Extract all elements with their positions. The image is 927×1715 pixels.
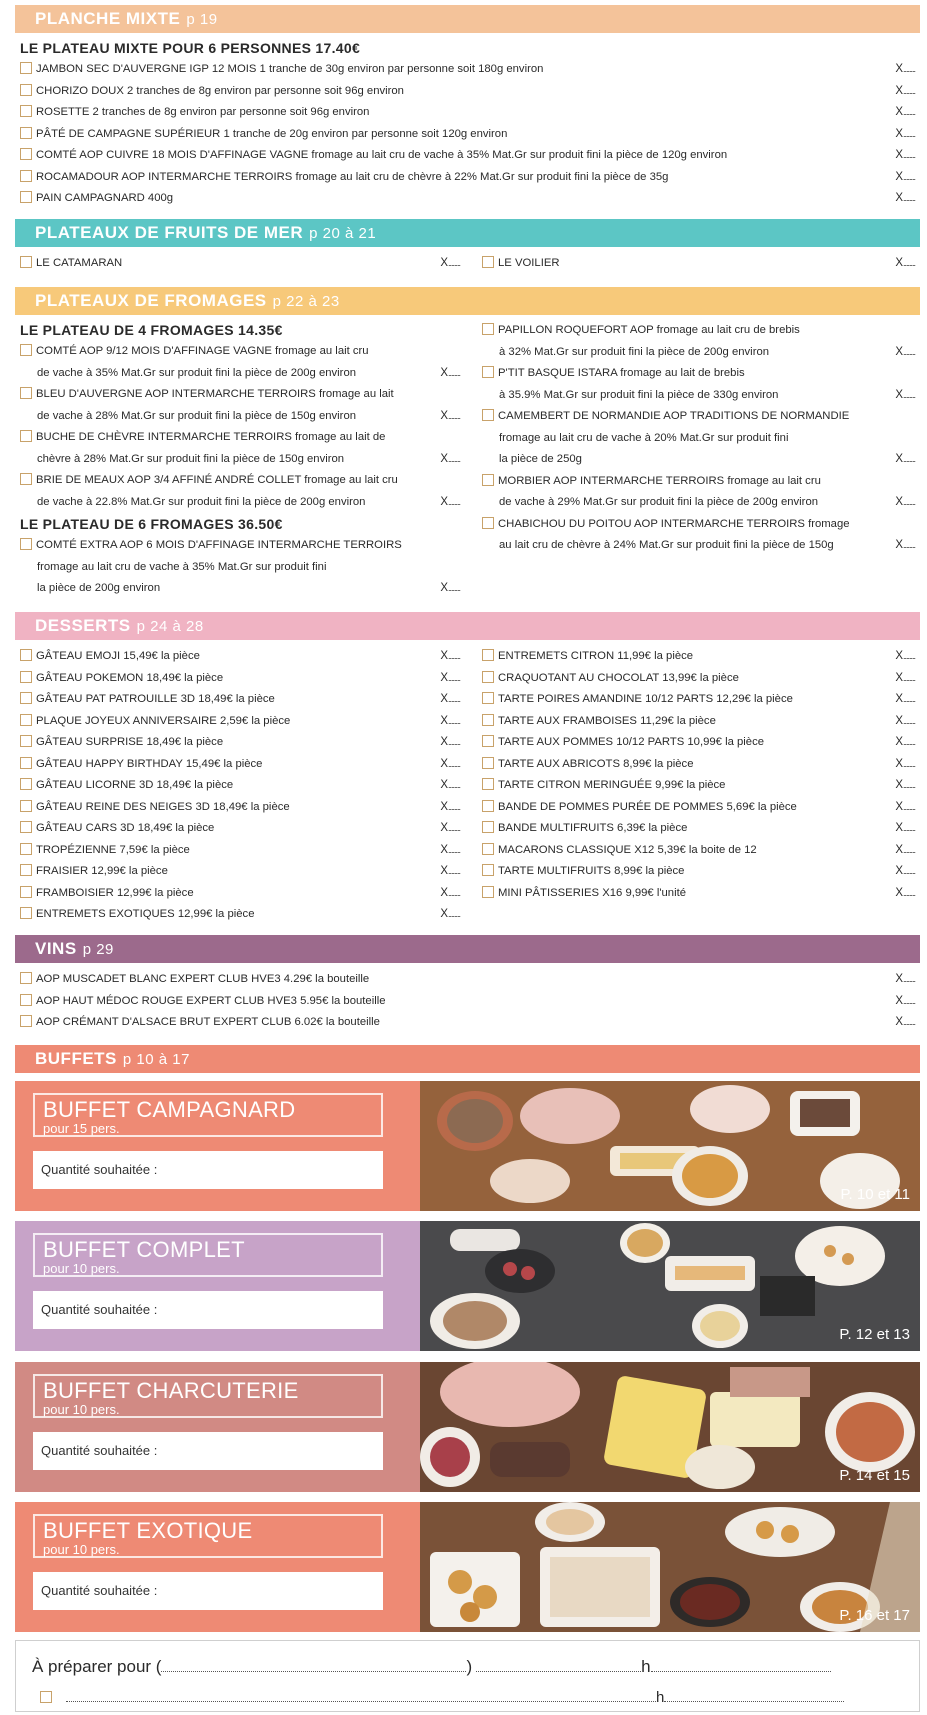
quantity-field[interactable]: X ........ [895, 797, 915, 819]
list-item[interactable] [20, 341, 460, 363]
item-label: MORBIER AOP INTERMARCHE TERROIRS fromage au lait cru [498, 474, 821, 487]
section-page: p 20 à 21 [309, 225, 377, 242]
list-item[interactable] [20, 775, 460, 797]
quantity-field[interactable]: X ........ [895, 754, 915, 776]
list-item[interactable] [20, 797, 460, 819]
checkbox[interactable] [20, 843, 32, 855]
checkbox[interactable] [482, 757, 494, 769]
quantity-field[interactable]: X ........ [440, 406, 460, 428]
quantity-field[interactable]: X ........ [440, 668, 460, 690]
plateau-heading: LE PLATEAU MIXTE POUR 6 PERSONNES 17.40€ [20, 40, 361, 56]
prepare-name-field[interactable] [161, 1671, 466, 1672]
item-label: TARTE AUX FRAMBOISES 11,29€ la pièce [498, 714, 716, 727]
quantity-field[interactable]: X ........ [440, 492, 460, 514]
buffet-title-box [33, 1374, 383, 1418]
section-desserts [15, 612, 920, 640]
list-item[interactable] [482, 732, 915, 754]
section-page: p 22 à 23 [272, 293, 340, 310]
item-label: GÂTEAU CARS 3D 18,49€ la pièce [36, 822, 215, 834]
list-item[interactable] [20, 81, 915, 103]
checkbox[interactable] [482, 778, 494, 790]
quantity-field[interactable]: X ........ [440, 840, 460, 862]
section-vins [15, 935, 920, 963]
buffet-servings: pour 15 pers. [43, 1121, 120, 1136]
buffet-name: BUFFET CHARCUTERIE [43, 1378, 299, 1403]
quantity-field[interactable]: X ........ [895, 59, 915, 81]
checkbox[interactable] [482, 409, 494, 421]
item-label: fromage au lait cru de vache à 35% Mat.Gr sur produit fini [37, 560, 327, 573]
item-label: CAMEMBERT DE NORMANDIE AOP TRADITIONS DE NORMANDIE [498, 410, 850, 422]
quantity-field[interactable]: X ........ [440, 904, 460, 926]
list-item[interactable] [20, 535, 460, 557]
checkbox[interactable] [20, 692, 32, 704]
prepare-alt-hour-field[interactable] [664, 1701, 844, 1702]
item-label: P'TIT BASQUE ISTARA fromage au lait de brebis [498, 367, 745, 379]
section-page: p 29 [82, 941, 114, 958]
item-label: CHORIZO DOUX 2 tranches de 8g environ par personne soit 96g environ [36, 84, 404, 97]
section-page: p 24 à 28 [136, 618, 204, 635]
item-label: la pièce de 250g [499, 453, 582, 465]
section-planche-mixte [15, 5, 920, 33]
prepare-date-field[interactable] [476, 1671, 641, 1672]
section-page: p 19 [186, 11, 218, 28]
checkbox[interactable] [20, 256, 32, 268]
list-item-continuation [482, 492, 915, 514]
list-item[interactable] [20, 754, 460, 776]
checkbox[interactable] [20, 148, 32, 160]
checkbox[interactable] [20, 821, 32, 833]
quantity-field[interactable]: X ........ [440, 646, 460, 668]
list-item[interactable] [20, 102, 915, 124]
list-item[interactable] [20, 59, 915, 81]
quantity-field[interactable]: X ........ [895, 646, 915, 668]
preparation-footer [15, 1640, 920, 1712]
list-item[interactable] [482, 646, 915, 668]
section-fruits-de-mer [15, 219, 920, 247]
checkbox[interactable] [482, 886, 494, 898]
checkbox[interactable] [20, 84, 32, 96]
list-item[interactable] [20, 124, 915, 146]
list-item[interactable] [20, 188, 915, 210]
buffet-servings: pour 10 pers. [43, 1261, 120, 1276]
item-label: AOP CRÉMANT D'ALSACE BRUT EXPERT CLUB 6.02€ la bouteille [36, 1016, 380, 1028]
quantity-field[interactable]: X ........ [895, 668, 915, 690]
item-label: PÂTÉ DE CAMPAGNE SUPÉRIEUR 1 tranche de 20g environ par personne soit 120g environ [36, 127, 508, 140]
item-label: COMTÉ AOP CUIVRE 18 MOIS D'AFFINAGE VAGNE fromage au lait cru de vache à 35% Mat.Gr sur produit fini la pièce de 120g environ [36, 149, 728, 161]
checkbox[interactable] [482, 714, 494, 726]
list-item[interactable] [482, 320, 915, 342]
checkbox[interactable] [20, 538, 32, 550]
checkbox[interactable] [20, 344, 32, 356]
checkbox[interactable] [482, 735, 494, 747]
list-item[interactable] [20, 253, 460, 275]
plateau-6-heading: LE PLATEAU DE 6 FROMAGES 36.50€ [20, 516, 283, 532]
checkbox[interactable] [482, 821, 494, 833]
close-paren: ) [466, 1657, 473, 1676]
quantity-field[interactable]: X ........ [895, 818, 915, 840]
quantity-input[interactable]: Quantité souhaitée : [33, 1432, 383, 1470]
buffet-name: BUFFET CAMPAGNARD [43, 1097, 296, 1122]
list-item[interactable] [482, 861, 915, 883]
item-label: BRIE DE MEAUX AOP 3/4 AFFINÉ ANDRÉ COLLET fromage au lait cru [36, 474, 398, 486]
item-label: ENTREMETS EXOTIQUES 12,99€ la pièce [36, 908, 255, 920]
checkbox[interactable] [482, 517, 494, 529]
desserts-left [20, 646, 460, 926]
checkbox[interactable] [20, 105, 32, 117]
checkbox[interactable] [482, 649, 494, 661]
section-title: DESSERTS [35, 616, 131, 635]
checkbox[interactable] [482, 800, 494, 812]
checkbox[interactable] [20, 127, 32, 139]
prepare-hour-field[interactable] [651, 1671, 831, 1672]
checkbox[interactable] [20, 649, 32, 661]
checkbox[interactable] [482, 692, 494, 704]
quantity-field[interactable]: X ........ [895, 385, 915, 407]
item-label: MINI PÂTISSERIES X16 9,99€ l'unité [498, 886, 687, 899]
prepare-row-2 [40, 1689, 844, 1706]
buffet-campagnard-card [15, 1081, 920, 1211]
quantity-field[interactable]: X ........ [440, 449, 460, 471]
checkbox[interactable] [20, 191, 32, 203]
list-item[interactable] [482, 754, 915, 776]
item-label: TARTE AUX ABRICOTS 8,99€ la pièce [498, 757, 694, 770]
quantity-field[interactable]: X ........ [895, 732, 915, 754]
quantity-field[interactable]: X ........ [440, 818, 460, 840]
list-item[interactable] [20, 969, 915, 991]
quantity-field[interactable]: X ........ [895, 711, 915, 733]
list-item[interactable] [20, 711, 460, 733]
item-label: au lait cru de chèvre à 24% Mat.Gr sur produit fini la pièce de 150g [499, 539, 834, 551]
item-label: TARTE MULTIFRUITS 8,99€ la pièce [498, 865, 685, 877]
buffet-title-box [33, 1514, 383, 1558]
list-item[interactable] [482, 668, 915, 690]
item-label: CHABICHOU DU POITOU AOP INTERMARCHE TERROIRS fromage [498, 517, 850, 530]
item-label: TARTE CITRON MERINGUÉE 9,99€ la pièce [498, 779, 726, 791]
list-item-continuation [20, 578, 460, 600]
item-label: de vache à 28% Mat.Gr sur produit fini la pièce de 150g environ [37, 409, 357, 422]
item-label: de vache à 22.8% Mat.Gr sur produit fini la pièce de 200g environ [37, 495, 366, 508]
item-label: la pièce de 200g environ [37, 582, 161, 594]
section-title: PLATEAUX DE FROMAGES [35, 291, 267, 310]
list-item[interactable] [20, 840, 460, 862]
quantity-field[interactable]: X ........ [440, 711, 460, 733]
checkbox[interactable] [20, 735, 32, 747]
list-item-continuation [482, 385, 915, 407]
section-title: PLATEAUX DE FRUITS DE MER [35, 223, 304, 242]
checkbox[interactable] [20, 757, 32, 769]
item-label: FRAMBOISIER 12,99€ la pièce [36, 886, 194, 899]
quantity-field[interactable]: X ........ [895, 883, 915, 905]
fromages-left [20, 319, 460, 600]
checkbox[interactable] [482, 671, 494, 683]
checkbox[interactable] [40, 1691, 52, 1703]
checkbox[interactable] [482, 256, 494, 268]
section-title: PLANCHE MIXTE [35, 9, 181, 28]
list-item[interactable] [20, 991, 915, 1013]
list-item[interactable] [20, 1012, 915, 1034]
prepare-label: À préparer pour ( [32, 1657, 162, 1676]
item-label: COMTÉ AOP 9/12 MOIS D'AFFINAGE VAGNE fromage au lait cru [36, 345, 369, 357]
list-item[interactable] [20, 427, 460, 449]
page-reference: P. 12 et 13 [839, 1326, 910, 1343]
item-label: FRAISIER 12,99€ la pièce [36, 865, 168, 877]
buffet-servings: pour 10 pers. [43, 1542, 120, 1557]
quantity-field[interactable]: X ........ [895, 188, 915, 210]
checkbox[interactable] [20, 62, 32, 74]
planche-list [20, 37, 915, 210]
item-label: GÂTEAU EMOJI 15,49€ la pièce [36, 650, 200, 662]
list-item[interactable] [20, 818, 460, 840]
list-item-continuation [482, 449, 915, 471]
item-label: LE VOILIER [498, 257, 560, 269]
checkbox[interactable] [20, 972, 32, 984]
quantity-input[interactable]: Quantité souhaitée : [33, 1572, 383, 1610]
section-buffets [15, 1045, 920, 1073]
buffet-name: BUFFET EXOTIQUE [43, 1518, 253, 1543]
item-label: TARTE AUX POMMES 10/12 PARTS 10,99€ la pièce [498, 736, 765, 748]
fruits-right [482, 253, 915, 275]
quantity-field[interactable]: X ........ [440, 883, 460, 905]
quantity-field[interactable]: X ........ [440, 754, 460, 776]
item-label: de vache à 35% Mat.Gr sur produit fini la pièce de 200g environ [37, 366, 357, 379]
quantity-field[interactable]: X ........ [895, 81, 915, 103]
checkbox[interactable] [20, 671, 32, 683]
quantity-field[interactable]: X ........ [895, 145, 915, 167]
quantity-field[interactable]: X ........ [440, 732, 460, 754]
prepare-row [32, 1657, 831, 1677]
item-label: CRAQUOTANT AU CHOCOLAT 13,99€ la pièce [498, 671, 739, 684]
item-label: à 32% Mat.Gr sur produit fini la pièce de 200g environ [499, 345, 770, 358]
quantity-field[interactable]: X ........ [440, 253, 460, 275]
checkbox[interactable] [20, 886, 32, 898]
checkbox[interactable] [20, 800, 32, 812]
quantity-field[interactable]: X ........ [895, 492, 915, 514]
checkbox[interactable] [482, 864, 494, 876]
buffet-name: BUFFET COMPLET [43, 1237, 245, 1262]
quantity-field[interactable]: X ........ [895, 342, 915, 364]
checkbox[interactable] [20, 430, 32, 442]
checkbox[interactable] [20, 387, 32, 399]
item-label: ROCAMADOUR AOP INTERMARCHE TERROIRS fromage au lait cru de chèvre à 22% Mat.Gr sur produit fini la pièce de 35g [36, 170, 669, 183]
hour-label: h [656, 1689, 665, 1706]
list-item[interactable] [482, 471, 915, 493]
item-label: chèvre à 28% Mat.Gr sur produit fini la pièce de 150g environ [37, 452, 345, 465]
list-item-continuation [482, 428, 915, 450]
list-item[interactable] [20, 470, 460, 492]
list-item[interactable] [20, 145, 915, 167]
list-item[interactable] [20, 668, 460, 690]
item-label: GÂTEAU POKEMON 18,49€ la pièce [36, 671, 224, 684]
section-title: VINS [35, 939, 77, 958]
checkbox[interactable] [20, 907, 32, 919]
checkbox[interactable] [20, 170, 32, 182]
item-label: fromage au lait cru de vache à 20% Mat.Gr sur produit fini [499, 431, 789, 444]
quantity-field[interactable]: X ........ [895, 102, 915, 124]
quantity-input[interactable]: Quantité souhaitée : [33, 1291, 383, 1329]
fromages-right [482, 320, 915, 557]
buffet-complet-card [15, 1221, 920, 1351]
item-label: ENTREMETS CITRON 11,99€ la pièce [498, 650, 694, 662]
plateau-4-heading: LE PLATEAU DE 4 FROMAGES 14.35€ [20, 322, 283, 338]
list-item[interactable] [20, 646, 460, 668]
quantity-field[interactable]: X ........ [440, 797, 460, 819]
item-label: de vache à 29% Mat.Gr sur produit fini la pièce de 200g environ [499, 496, 819, 508]
list-item-continuation [20, 406, 460, 428]
item-label: JAMBON SEC D'AUVERGNE IGP 12 MOIS 1 tranche de 30g environ par personne soit 180g environ [36, 63, 544, 75]
list-item[interactable] [482, 797, 915, 819]
checkbox[interactable] [20, 1015, 32, 1027]
list-item[interactable] [482, 840, 915, 862]
item-label: PAIN CAMPAGNARD 400g [36, 192, 174, 204]
list-item-continuation [482, 535, 915, 557]
item-label: AOP MUSCADET BLANC EXPERT CLUB HVE3 4.29€ la bouteille [36, 973, 370, 985]
quantity-field[interactable]: X ........ [895, 991, 915, 1013]
list-item[interactable] [482, 818, 915, 840]
list-item-continuation [20, 363, 460, 385]
list-item-continuation [20, 557, 460, 579]
quantity-field[interactable]: X ........ [895, 861, 915, 883]
item-label: PLAQUE JOYEUX ANNIVERSAIRE 2,59€ la pièce [36, 714, 291, 727]
checkbox[interactable] [20, 473, 32, 485]
desserts-right [482, 646, 915, 904]
quantity-field[interactable]: X ........ [895, 124, 915, 146]
list-item[interactable] [20, 167, 915, 189]
fruits-left [20, 253, 460, 275]
list-item[interactable] [482, 514, 915, 536]
list-item[interactable] [20, 689, 460, 711]
quantity-input[interactable]: Quantité souhaitée : [33, 1151, 383, 1189]
quantity-field[interactable]: X ........ [440, 363, 460, 385]
item-label: PAPILLON ROQUEFORT AOP fromage au lait cru de brebis [498, 324, 800, 336]
buffet-title-box [33, 1233, 383, 1277]
quantity-field[interactable]: X ........ [440, 689, 460, 711]
checkbox[interactable] [20, 864, 32, 876]
list-item[interactable] [20, 904, 460, 926]
checkbox[interactable] [20, 714, 32, 726]
list-item[interactable] [20, 861, 460, 883]
quantity-field[interactable]: X ........ [895, 840, 915, 862]
section-page: p 10 à 17 [122, 1051, 190, 1068]
item-label: GÂTEAU HAPPY BIRTHDAY 15,49€ la pièce [36, 757, 263, 770]
list-item[interactable] [482, 253, 915, 275]
checkbox[interactable] [482, 474, 494, 486]
quantity-field[interactable]: X ........ [440, 578, 460, 600]
item-label: GÂTEAU LICORNE 3D 18,49€ la pièce [36, 779, 234, 791]
list-item[interactable] [20, 883, 460, 905]
page-reference: P. 14 et 15 [839, 1467, 910, 1484]
list-item[interactable] [20, 732, 460, 754]
list-item-continuation [20, 449, 460, 471]
item-label: BUCHE DE CHÈVRE INTERMARCHE TERROIRS fromage au lait de [36, 431, 386, 443]
item-label: GÂTEAU REINE DES NEIGES 3D 18,49€ la pièce [36, 800, 290, 813]
item-label: BANDE DE POMMES PURÉE DE POMMES 5,69€ la pièce [498, 800, 797, 813]
quantity-field[interactable]: X ........ [440, 861, 460, 883]
item-label: BLEU D'AUVERGNE AOP INTERMARCHE TERROIRS fromage au lait [36, 388, 394, 400]
list-item[interactable] [482, 711, 915, 733]
item-label: AOP HAUT MÉDOC ROUGE EXPERT CLUB HVE3 5.95€ la bouteille [36, 994, 386, 1007]
list-item[interactable] [482, 883, 915, 905]
quantity-field[interactable]: X ........ [895, 969, 915, 991]
buffet-charcuterie-card [15, 1362, 920, 1492]
item-label: à 35.9% Mat.Gr sur produit fini la pièce de 330g environ [499, 388, 779, 401]
vins-list [20, 969, 915, 1034]
prepare-alt-field[interactable] [66, 1701, 656, 1702]
item-label: TROPÉZIENNE 7,59€ la pièce [36, 843, 190, 856]
list-item[interactable] [482, 363, 915, 385]
buffet-servings: pour 10 pers. [43, 1402, 120, 1417]
list-item[interactable] [482, 689, 915, 711]
list-item[interactable] [482, 775, 915, 797]
hour-label: h [641, 1657, 651, 1676]
buffet-exotique-card [15, 1502, 920, 1632]
quantity-field[interactable]: X ........ [895, 253, 915, 275]
checkbox[interactable] [482, 366, 494, 378]
list-item[interactable] [482, 406, 915, 428]
quantity-field[interactable]: X ........ [895, 775, 915, 797]
item-label: LE CATAMARAN [36, 257, 123, 269]
item-label: GÂTEAU SURPRISE 18,49€ la pièce [36, 736, 224, 748]
quantity-field[interactable]: X ........ [895, 535, 915, 557]
section-fromages [15, 287, 920, 315]
checkbox[interactable] [20, 778, 32, 790]
checkbox[interactable] [482, 843, 494, 855]
item-label: GÂTEAU PAT PATROUILLE 3D 18,49€ la pièce [36, 693, 275, 705]
list-item-continuation [20, 492, 460, 514]
quantity-field[interactable]: X ........ [895, 449, 915, 471]
quantity-field[interactable]: X ........ [895, 1012, 915, 1034]
quantity-field[interactable]: X ........ [440, 775, 460, 797]
page-reference: P. 16 et 17 [839, 1607, 910, 1624]
checkbox[interactable] [20, 994, 32, 1006]
item-label: COMTÉ EXTRA AOP 6 MOIS D'AFFINAGE INTERMARCHE TERROIRS [36, 539, 402, 551]
checkbox[interactable] [482, 323, 494, 335]
quantity-field[interactable]: X ........ [895, 167, 915, 189]
page-reference: P. 10 et 11 [840, 1186, 910, 1203]
item-label: TARTE POIRES AMANDINE 10/12 PARTS 12,29€ la pièce [498, 693, 793, 705]
quantity-field[interactable]: X ........ [895, 689, 915, 711]
item-label: ROSETTE 2 tranches de 8g environ par personne soit 96g environ [36, 106, 370, 118]
section-title: BUFFETS [35, 1049, 117, 1068]
list-item-continuation [482, 342, 915, 364]
item-label: MACARONS CLASSIQUE X12 5,39€ la boite de 12 [498, 843, 757, 856]
buffet-title-box [33, 1093, 383, 1137]
item-label: BANDE MULTIFRUITS 6,39€ la pièce [498, 822, 688, 834]
list-item[interactable] [20, 384, 460, 406]
